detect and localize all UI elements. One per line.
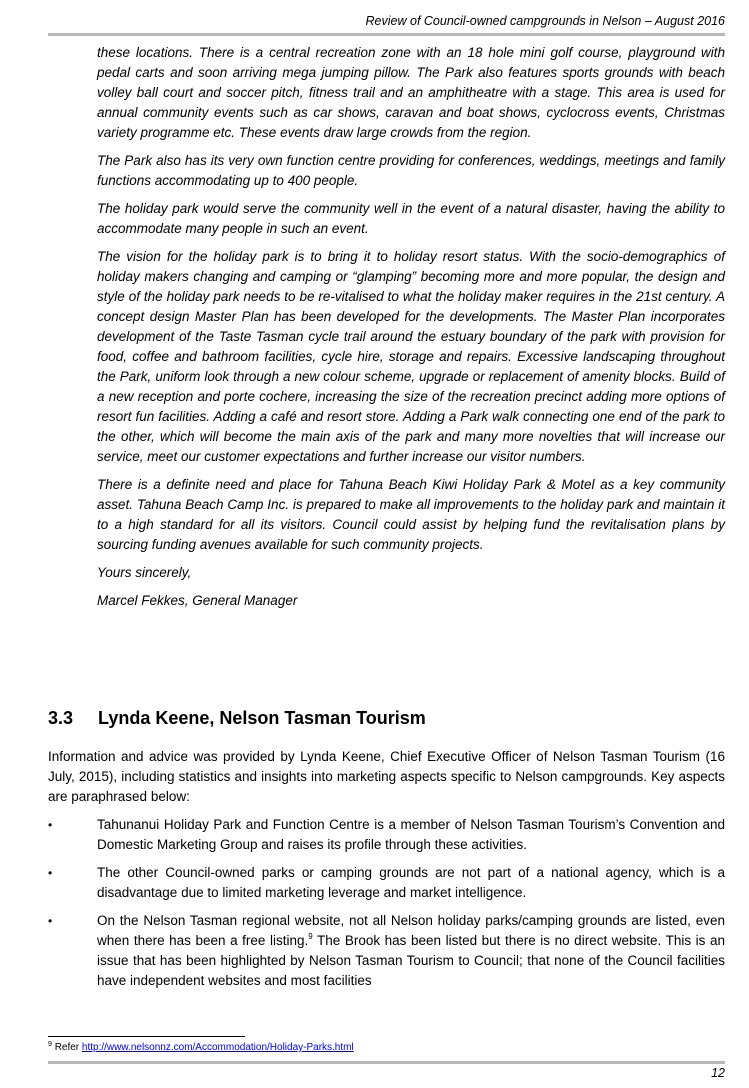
section-body xyxy=(48,747,725,999)
list-item xyxy=(48,911,725,991)
list-item-text: The other Council-owned parks or camping grounds are not part of a national agency, which is a disadvantage due to limited marketing leverage and market intelligence. xyxy=(97,865,725,900)
footnote-number: 9 xyxy=(48,1041,52,1048)
letter-paragraph: The Park also has its very own function centre providing for conferences, weddings, meetings and family functions accommodating up to 400 people. xyxy=(97,153,725,188)
letter-body xyxy=(97,43,725,619)
list-item-text xyxy=(97,911,725,991)
section-title: Lynda Keene, Nelson Tasman Tourism xyxy=(98,708,426,728)
list-item-text-part: The Brook has been listed but there is no direct website. This is an issue that has been highlighted by Nelson Tasman Tourism to Council; that none of the Council facilities have independent websites and most facilities xyxy=(97,933,725,988)
bullet-icon: • xyxy=(48,914,53,928)
section-number: 3.3 xyxy=(48,708,74,728)
bullet-icon: • xyxy=(48,866,53,880)
letter-paragraph: The vision for the holiday park is to bring it to holiday resort status. With the socio-demographics of holiday makers changing and camping or “glamping” becoming more and more popular, the design and style of the holiday park needs to be re-vitalised to what the holiday maker requires in the 21st century. A concept design Master Plan has been developed for the developments. The Master Plan incorporates development of the Taste Tasman cycle trail around the estuary boundary of the park with provision for food, coffee and bathroom facilities, cycle hire, storage and repairs. Excessive landscaping throughout the Park, uniform look through a new colour scheme, upgrade or replacement of amenity blocks. Build of a new reception and porte cochere, increasing the size of the recreation precinct adding more options of resort fun facilities. Adding a café and resort store. Adding a Park walk connecting one end of the park to the other, which will become the main axis of the park and many more novelties that will increase our service, meet our customer expectations and further increase our visitor numbers. xyxy=(97,249,725,464)
footer-rule xyxy=(48,1061,725,1064)
list-item-text: Tahunanui Holiday Park and Function Centre is a member of Nelson Tasman Tourism’s Convention and Domestic Marketing Group and raises its profile through these activities. xyxy=(97,817,725,852)
letter-paragraph: these locations. There is a central recreation zone with an 18 hole mini golf course, playground with pedal carts and soon arriving mega jumping pillow. The Park also features sports grounds with beach volley ball court and soccer pitch, fitness trail and an amphitheatre with a stage. This area is used for annual community events such as car shows, caravan and boat shows, cyclocross events, Christmas variety programme etc. These events draw large crowds from the region. xyxy=(97,45,725,140)
header-rule xyxy=(48,33,725,36)
bullet-icon: • xyxy=(48,818,53,832)
footnote-separator xyxy=(48,1036,245,1037)
section-intro: Information and advice was provided by Lynda Keene, Chief Executive Officer of Nelson Tasman Tourism (16 July, 2015), including statistics and insights into marketing aspects specific to Nelson campgrounds. Key aspects are paraphrased below: xyxy=(48,749,725,804)
page-number: 12 xyxy=(711,1066,725,1080)
section-heading xyxy=(48,708,426,729)
footnote xyxy=(48,1042,354,1053)
running-header: Review of Council-owned campgrounds in Nelson – August 2016 xyxy=(365,14,725,28)
letter-signature: Marcel Fekkes, General Manager xyxy=(97,593,298,608)
letter-paragraph: The holiday park would serve the community well in the event of a natural disaster, having the ability to accommodate many people in such an event. xyxy=(97,201,725,236)
footnote-label: Refer xyxy=(54,1042,80,1053)
letter-paragraph: There is a definite need and place for Tahuna Beach Kiwi Holiday Park & Motel as a key community asset. Tahuna Beach Camp Inc. is prepared to make all improvements to the holiday park and maintain it to a high standard for all its visitors. Council could assist by helping fund the revitalisation plans by sourcing funding avenues available for such community projects. xyxy=(97,477,725,552)
list-item-text-part: On the Nelson Tasman regional website, not all Nelson holiday parks/camping grounds are listed, even when there has been a free listing. xyxy=(97,913,725,948)
list-item xyxy=(48,815,725,855)
footnote-reference[interactable]: 9 xyxy=(308,932,313,941)
list-item xyxy=(48,863,725,903)
footnote-link[interactable]: http://www.nelsonnz.com/Accommodation/Holiday-Parks.html xyxy=(81,1042,354,1053)
letter-closing: Yours sincerely, xyxy=(97,565,192,580)
